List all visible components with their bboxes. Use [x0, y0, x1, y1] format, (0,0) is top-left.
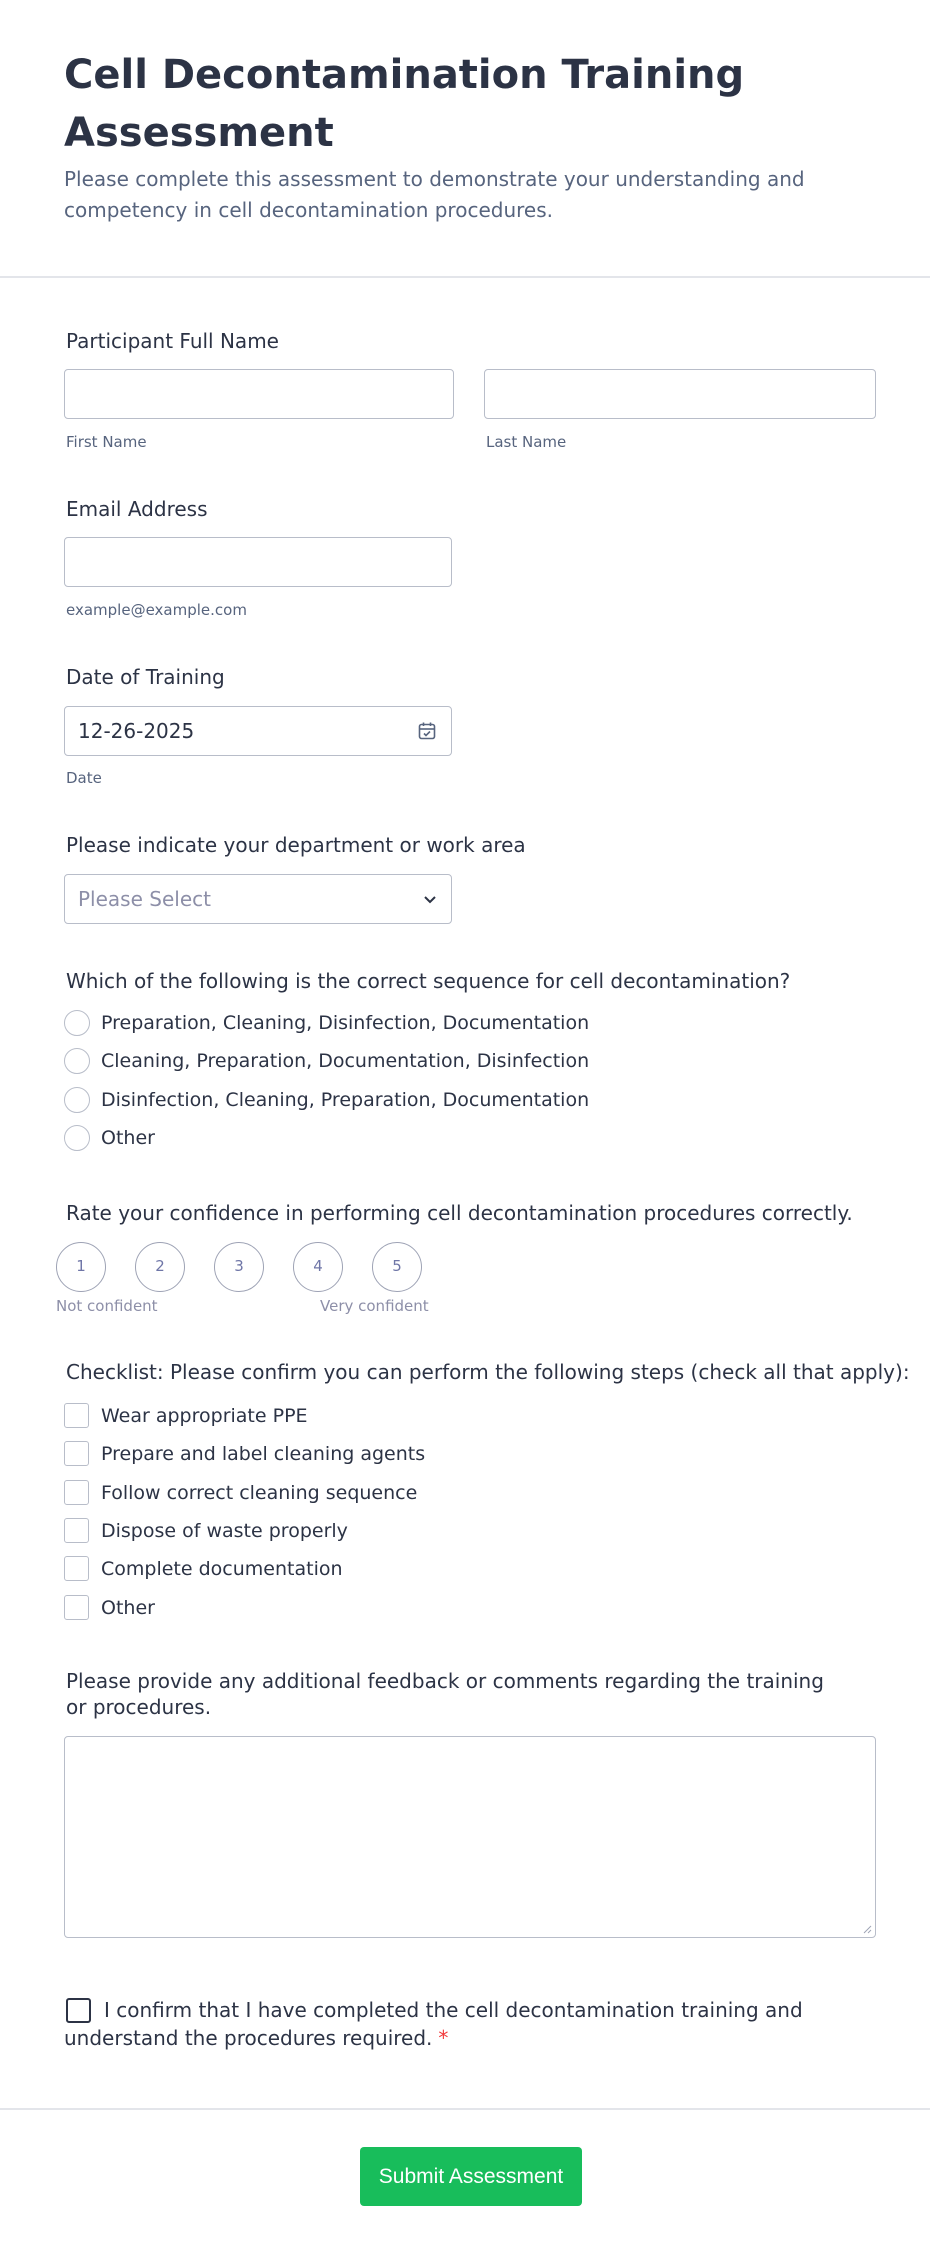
- radio-button[interactable]: [64, 1010, 90, 1036]
- radio-button[interactable]: [64, 1087, 90, 1113]
- feedback-label: Please provide any additional feedback or comments regarding the training or procedures.: [66, 1669, 824, 1719]
- checkbox[interactable]: [64, 1480, 89, 1505]
- first-name-input[interactable]: [64, 369, 454, 419]
- rating-option-5[interactable]: 5: [372, 1242, 422, 1292]
- rating-min-label: Not confident: [56, 1297, 158, 1315]
- date-value: 12-26-2025: [78, 719, 195, 743]
- radio-button[interactable]: [64, 1048, 90, 1074]
- checklist-item-label: Follow correct cleaning sequence: [101, 1482, 418, 1504]
- form-subtitle: Please complete this assessment to demonstrate your understanding and competency in cell decontamination procedures.: [64, 167, 805, 222]
- last-name-input[interactable]: [484, 369, 876, 419]
- rating-option-1[interactable]: 1: [56, 1242, 106, 1292]
- email-input[interactable]: [64, 537, 452, 587]
- confidence-label: Rate your confidence in performing cell decontamination procedures correctly.: [66, 1201, 853, 1225]
- sequence-question-label: Which of the following is the correct sequence for cell decontamination?: [66, 969, 791, 993]
- date-sublabel: Date: [66, 769, 102, 787]
- checkbox[interactable]: [64, 1595, 89, 1620]
- rating-option-3[interactable]: 3: [214, 1242, 264, 1292]
- department-placeholder: Please Select: [78, 887, 211, 911]
- checklist-item-label: Complete documentation: [101, 1558, 343, 1580]
- required-mark: *: [438, 2026, 449, 2050]
- calendar-icon[interactable]: [417, 721, 437, 741]
- confirmation-label: [64, 1996, 824, 2052]
- checkbox[interactable]: [64, 1556, 89, 1581]
- checklist-item-label: Wear appropriate PPE: [101, 1405, 308, 1427]
- resize-handle-icon[interactable]: [862, 1924, 872, 1934]
- department-select[interactable]: [64, 874, 452, 924]
- checkbox[interactable]: [64, 1403, 89, 1428]
- chevron-down-icon: [421, 890, 439, 908]
- checklist-label: Checklist: Please confirm you can perform the following steps (check all that apply):: [66, 1360, 910, 1384]
- option-label: Preparation, Cleaning, Disinfection, Documentation: [101, 1012, 590, 1034]
- option-label: Other: [101, 1127, 155, 1149]
- radio-button[interactable]: [64, 1125, 90, 1151]
- rating-option-2[interactable]: 2: [135, 1242, 185, 1292]
- last-name-sublabel: Last Name: [486, 433, 567, 451]
- submit-button[interactable]: Submit Assessment: [360, 2147, 582, 2206]
- date-label: Date of Training: [66, 665, 225, 689]
- rating-max-label: Very confident: [320, 1297, 429, 1315]
- date-input[interactable]: [64, 706, 452, 756]
- checkbox[interactable]: [64, 1441, 89, 1466]
- full-name-label: Participant Full Name: [66, 329, 279, 353]
- checklist-item-label: Other: [101, 1597, 155, 1619]
- checkbox[interactable]: [64, 1518, 89, 1543]
- checklist-item-label: Dispose of waste properly: [101, 1520, 348, 1542]
- rating-option-4[interactable]: 4: [293, 1242, 343, 1292]
- department-label: Please indicate your department or work area: [66, 833, 526, 857]
- email-sublabel: example@example.com: [66, 601, 247, 619]
- feedback-textarea[interactable]: [64, 1736, 876, 1938]
- option-label: Disinfection, Cleaning, Preparation, Documentation: [101, 1089, 590, 1111]
- confirmation-text: I confirm that I have completed the cell decontamination training and understand the procedures required.: [64, 1998, 803, 2050]
- form-header: [0, 0, 930, 278]
- first-name-sublabel: First Name: [66, 433, 147, 451]
- footer-divider: [0, 2108, 930, 2110]
- form-title: Cell Decontamination Training Assessment: [64, 52, 745, 156]
- checklist-item-label: Prepare and label cleaning agents: [101, 1443, 426, 1465]
- email-label: Email Address: [66, 497, 208, 521]
- option-label: Cleaning, Preparation, Documentation, Disinfection: [101, 1050, 590, 1072]
